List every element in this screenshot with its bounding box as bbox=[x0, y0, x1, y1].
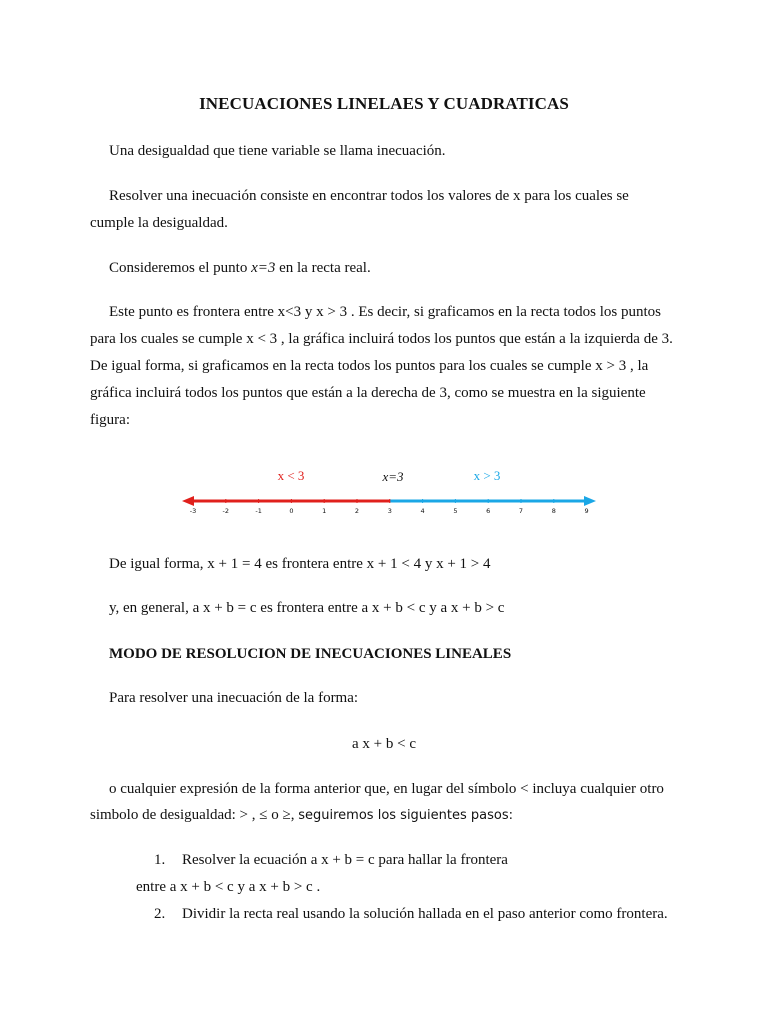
step-2-number: 2. bbox=[154, 906, 166, 922]
paragraph-form-intro: Para resolver una inecuación de la forma: bbox=[109, 690, 359, 706]
tick-label: 1 bbox=[322, 507, 327, 515]
tick-label: -2 bbox=[222, 507, 230, 515]
step-2-text-line1: Dividir la recta real usando la solución hallada en el paso anterior como frontera. bbox=[182, 906, 668, 922]
paragraph-frontier-line3: De igual forma, si graficamos en la recta todos los puntos para los cuales se cumple x > 3 , la bbox=[90, 358, 649, 374]
formula: a x + b < c bbox=[352, 736, 416, 752]
paragraph-frontier-line5: figura: bbox=[90, 412, 130, 428]
left-arrow-icon bbox=[182, 496, 194, 506]
symbols-text-sans: seguiremos los siguientes pasos: bbox=[298, 808, 513, 823]
paragraph-symbols-line2 bbox=[90, 807, 690, 824]
tick-label: 5 bbox=[453, 507, 458, 515]
tick-label: 2 bbox=[354, 507, 360, 515]
step-1-text-line1: Resolver la ecuación a x + b = c para hallar la frontera bbox=[182, 852, 508, 868]
section-heading: MODO DE RESOLUCION DE INECUACIONES LINEALES bbox=[109, 646, 512, 662]
label-boundary: x=3 bbox=[382, 469, 404, 484]
tick-label: 0 bbox=[289, 507, 294, 515]
tick-label: -3 bbox=[189, 507, 197, 515]
paragraph-general: y, en general, a x + b = c es frontera entre a x + b < c y a x + b > c bbox=[109, 600, 505, 616]
paragraph-resolver-line1: Resolver una inecuación consiste en encontrar todos los valores de x para los cuales se bbox=[109, 188, 629, 204]
label-greater-than: x > 3 bbox=[473, 468, 501, 483]
number-line-figure bbox=[176, 460, 606, 530]
document-title: INECUACIONES LINELAES Y CUADRATICAS bbox=[199, 94, 569, 113]
paragraph-resolver-line2: cumple la desigualdad. bbox=[90, 215, 228, 231]
tick-label: 4 bbox=[420, 507, 425, 515]
tick-label: 9 bbox=[584, 507, 589, 515]
tick-label: 6 bbox=[486, 507, 491, 515]
step-1-text-line2: entre a x + b < c y a x + b > c . bbox=[136, 879, 321, 895]
label-less-than: x < 3 bbox=[277, 468, 305, 483]
paragraph-definition: Una desigualdad que tiene variable se llama inecuación. bbox=[109, 143, 446, 159]
tick-label: 3 bbox=[387, 507, 392, 515]
tick-label: -1 bbox=[255, 507, 262, 515]
tick-label: 7 bbox=[518, 507, 524, 515]
right-arrow-icon bbox=[584, 496, 596, 506]
step-1-number: 1. bbox=[154, 852, 166, 868]
paragraph-frontier-line4: gráfica incluirá todos los puntos que están a la derecha de 3, como se muestra en la siguiente bbox=[90, 385, 646, 401]
point-variable: x=3 bbox=[251, 260, 276, 276]
point-text-before: Consideremos el punto bbox=[109, 260, 252, 276]
paragraph-symbols-line1: o cualquier expresión de la forma anterior que, en lugar del símbolo < incluya cualquier otro bbox=[109, 781, 664, 797]
point-text-after: en la recta real. bbox=[275, 260, 371, 276]
tick-label: 8 bbox=[551, 507, 556, 515]
paragraph-example: De igual forma, x + 1 = 4 es frontera entre x + 1 < 4 y x + 1 > 4 bbox=[109, 556, 491, 572]
paragraph-point bbox=[109, 260, 709, 277]
paragraph-frontier-line2: para los cuales se cumple x < 3 , la gráfica incluirá todos los puntos que están a la izquierda de 3. bbox=[90, 331, 673, 347]
paragraph-frontier-line1: Este punto es frontera entre x<3 y x > 3 . Es decir, si graficamos en la recta todos los puntos bbox=[109, 304, 662, 320]
symbols-text-serif: simbolo de desigualdad: > , ≤ o ≥, bbox=[90, 807, 299, 823]
